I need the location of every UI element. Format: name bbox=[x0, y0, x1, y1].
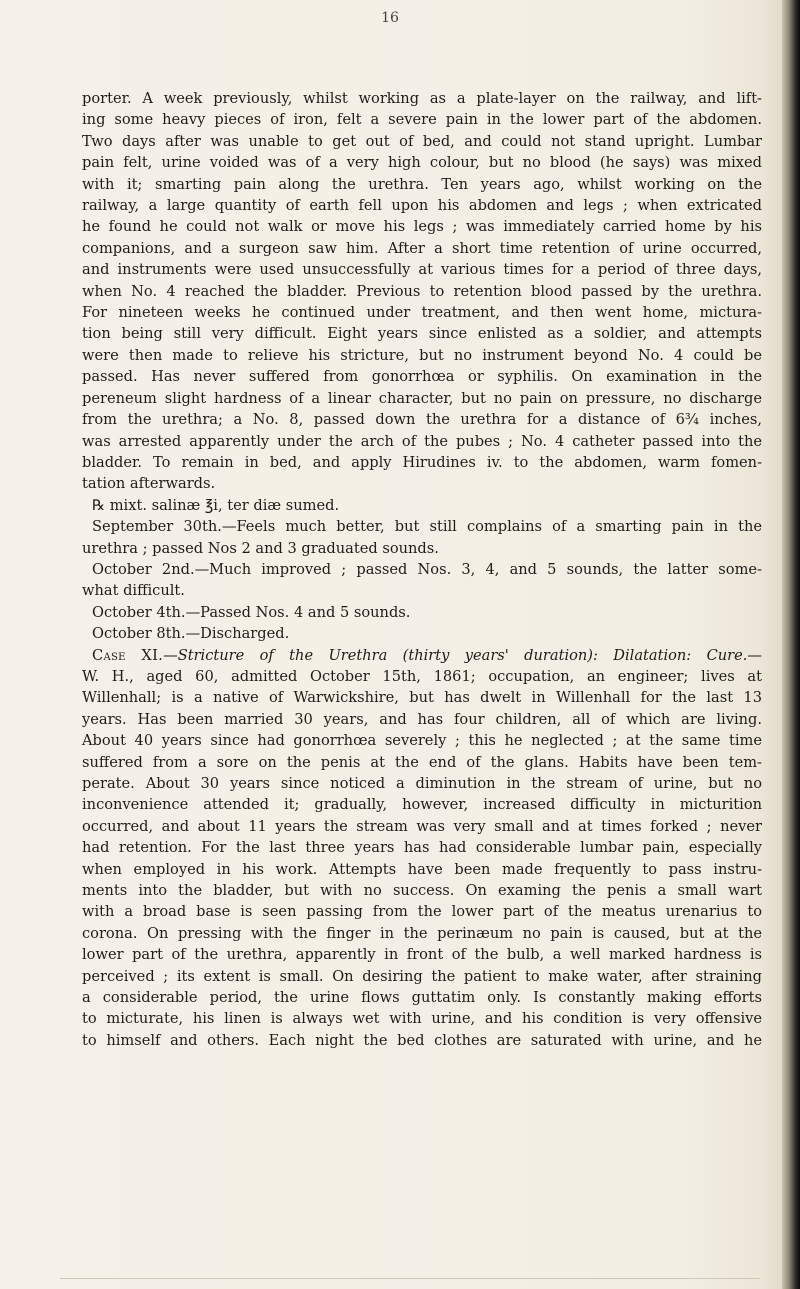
case-title: —Stricture of the Urethra (thirty years' duration): Dilatation: Cure.— bbox=[163, 646, 763, 664]
text-line: railway, a large quantity of earth fell upon his abdomen and legs ; when extricated bbox=[82, 197, 762, 215]
text-line: and instruments were used unsuccessfully at various times for a period of three days, bbox=[82, 261, 762, 279]
text-line: Two days after was unable to get out of bed, and could not stand upright. Lumbar bbox=[82, 132, 762, 150]
case-line: Willenhall; is a native of Warwickshire, but has dwelt in Willenhall for the last 13 bbox=[82, 689, 762, 707]
text-line: pain felt, urine voided was of a very high colour, but no blood (he says) was mixed bbox=[82, 154, 762, 172]
case-line: years. Has been married 30 years, and has four children, all of which are living. bbox=[82, 710, 762, 728]
text-line: tion being still very difficult. Eight years since enlisted as a soldier, and attempts bbox=[82, 325, 762, 343]
text-line: with it; smarting pain along the urethra. Ten years ago, whilst working on the bbox=[82, 175, 762, 193]
case-line: a considerable period, the urine flows guttatim only. Is constantly making efforts bbox=[82, 989, 762, 1007]
entry-line: October 8th.—Discharged. bbox=[92, 625, 290, 643]
case-line: to himself and others. Each night the bed clothes are saturated with urine, and he bbox=[82, 1031, 762, 1049]
text-line: porter. A week previously, whilst working as a plate-layer on the railway, and lift- bbox=[82, 90, 762, 107]
entry-line: urethra ; passed Nos 2 and 3 graduated sounds. bbox=[82, 539, 439, 557]
case-line: lower part of the urethra, apparently in front of the bulb, a well marked hardness is bbox=[82, 946, 762, 964]
case-line: corona. On pressing with the finger in the perinæum no pain is caused, but at the bbox=[82, 924, 762, 942]
case-label: Case XI. bbox=[92, 646, 164, 664]
case-line: perceived ; its extent is small. On desiring the patient to make water, after straining bbox=[82, 967, 762, 985]
text-line: tation afterwards. bbox=[82, 475, 216, 493]
text-line: ing some heavy pieces of iron, felt a severe pain in the lower part of the abdomen. bbox=[82, 111, 762, 129]
text-line: from the urethra; a No. 8, passed down the urethra for a distance of 6¾ inches, bbox=[82, 411, 762, 429]
text-line: passed. Has never suffered from gonorrhœa or syphilis. On examination in the bbox=[82, 368, 762, 386]
case-line: had retention. For the last three years has had considerable lumbar pain, especially bbox=[82, 839, 762, 857]
prescription: ℞ mixt. salinæ ℥i, ter diæ sumed. bbox=[92, 496, 340, 514]
case-line: when employed in his work. Attempts have been made frequently to pass instru- bbox=[82, 860, 762, 878]
case-line: About 40 years since had gonorrhœa severely ; this he neglected ; at the same time bbox=[82, 732, 762, 750]
text-line: For nineteen weeks he continued under treatment, and then went home, mictura- bbox=[82, 304, 762, 322]
case-line: occurred, and about 11 years the stream was very small and at times forked ; never bbox=[82, 817, 762, 835]
entry-line: what difficult. bbox=[82, 582, 185, 600]
case-line: suffered from a sore on the penis at the end of the glans. Habits have been tem- bbox=[82, 753, 762, 771]
entry-line: September 30th.—Feels much better, but still complains of a smarting pain in the bbox=[92, 518, 762, 536]
page-number: 16 bbox=[381, 10, 399, 26]
case-line: W. H., aged 60, admitted October 15th, 1861; occupation, an engineer; lives at bbox=[82, 667, 762, 685]
case-line: to micturate, his linen is always wet with urine, and his condition is very offensive bbox=[82, 1010, 762, 1028]
text-line: when No. 4 reached the bladder. Previous to retention blood passed by the urethra. bbox=[82, 282, 762, 300]
case-line: perate. About 30 years since noticed a diminution in the stream of urine, but no bbox=[82, 775, 762, 792]
text-line: pereneum slight hardness of a linear character, but no pain on pressure, no discharge bbox=[82, 389, 762, 407]
case-line: with a broad base is seen passing from the lower part of the meatus urenarius to bbox=[82, 903, 762, 921]
case-line: inconvenience attended it; gradually, however, increased difficulty in micturition bbox=[82, 796, 762, 814]
page-bottom-edge bbox=[60, 1278, 760, 1279]
text-line: companions, and a surgeon saw him. After a short time retention of urine occurred, bbox=[82, 239, 762, 257]
text-line: was arrested apparently under the arch of the pubes ; No. 4 catheter passed into the bbox=[82, 432, 762, 450]
body-text bbox=[82, 88, 762, 1051]
text-line: bladder. To remain in bed, and apply Hirudines iv. to the abdomen, warm fomen- bbox=[82, 453, 762, 471]
book-spine-shadow bbox=[782, 0, 800, 1289]
entry-line: October 2nd.—Much improved ; passed Nos. 3, 4, and 5 sounds, the latter some- bbox=[92, 560, 762, 578]
text-line: he found he could not walk or move his legs ; was immediately carried home by his bbox=[82, 218, 762, 236]
text-line: were then made to relieve his stricture, but no instrument beyond No. 4 could be bbox=[82, 346, 762, 364]
case-line: ments into the bladder, but with no success. On examing the penis a small wart bbox=[82, 882, 762, 900]
entry-line: October 4th.—Passed Nos. 4 and 5 sounds. bbox=[92, 603, 411, 621]
case-heading bbox=[82, 645, 762, 666]
